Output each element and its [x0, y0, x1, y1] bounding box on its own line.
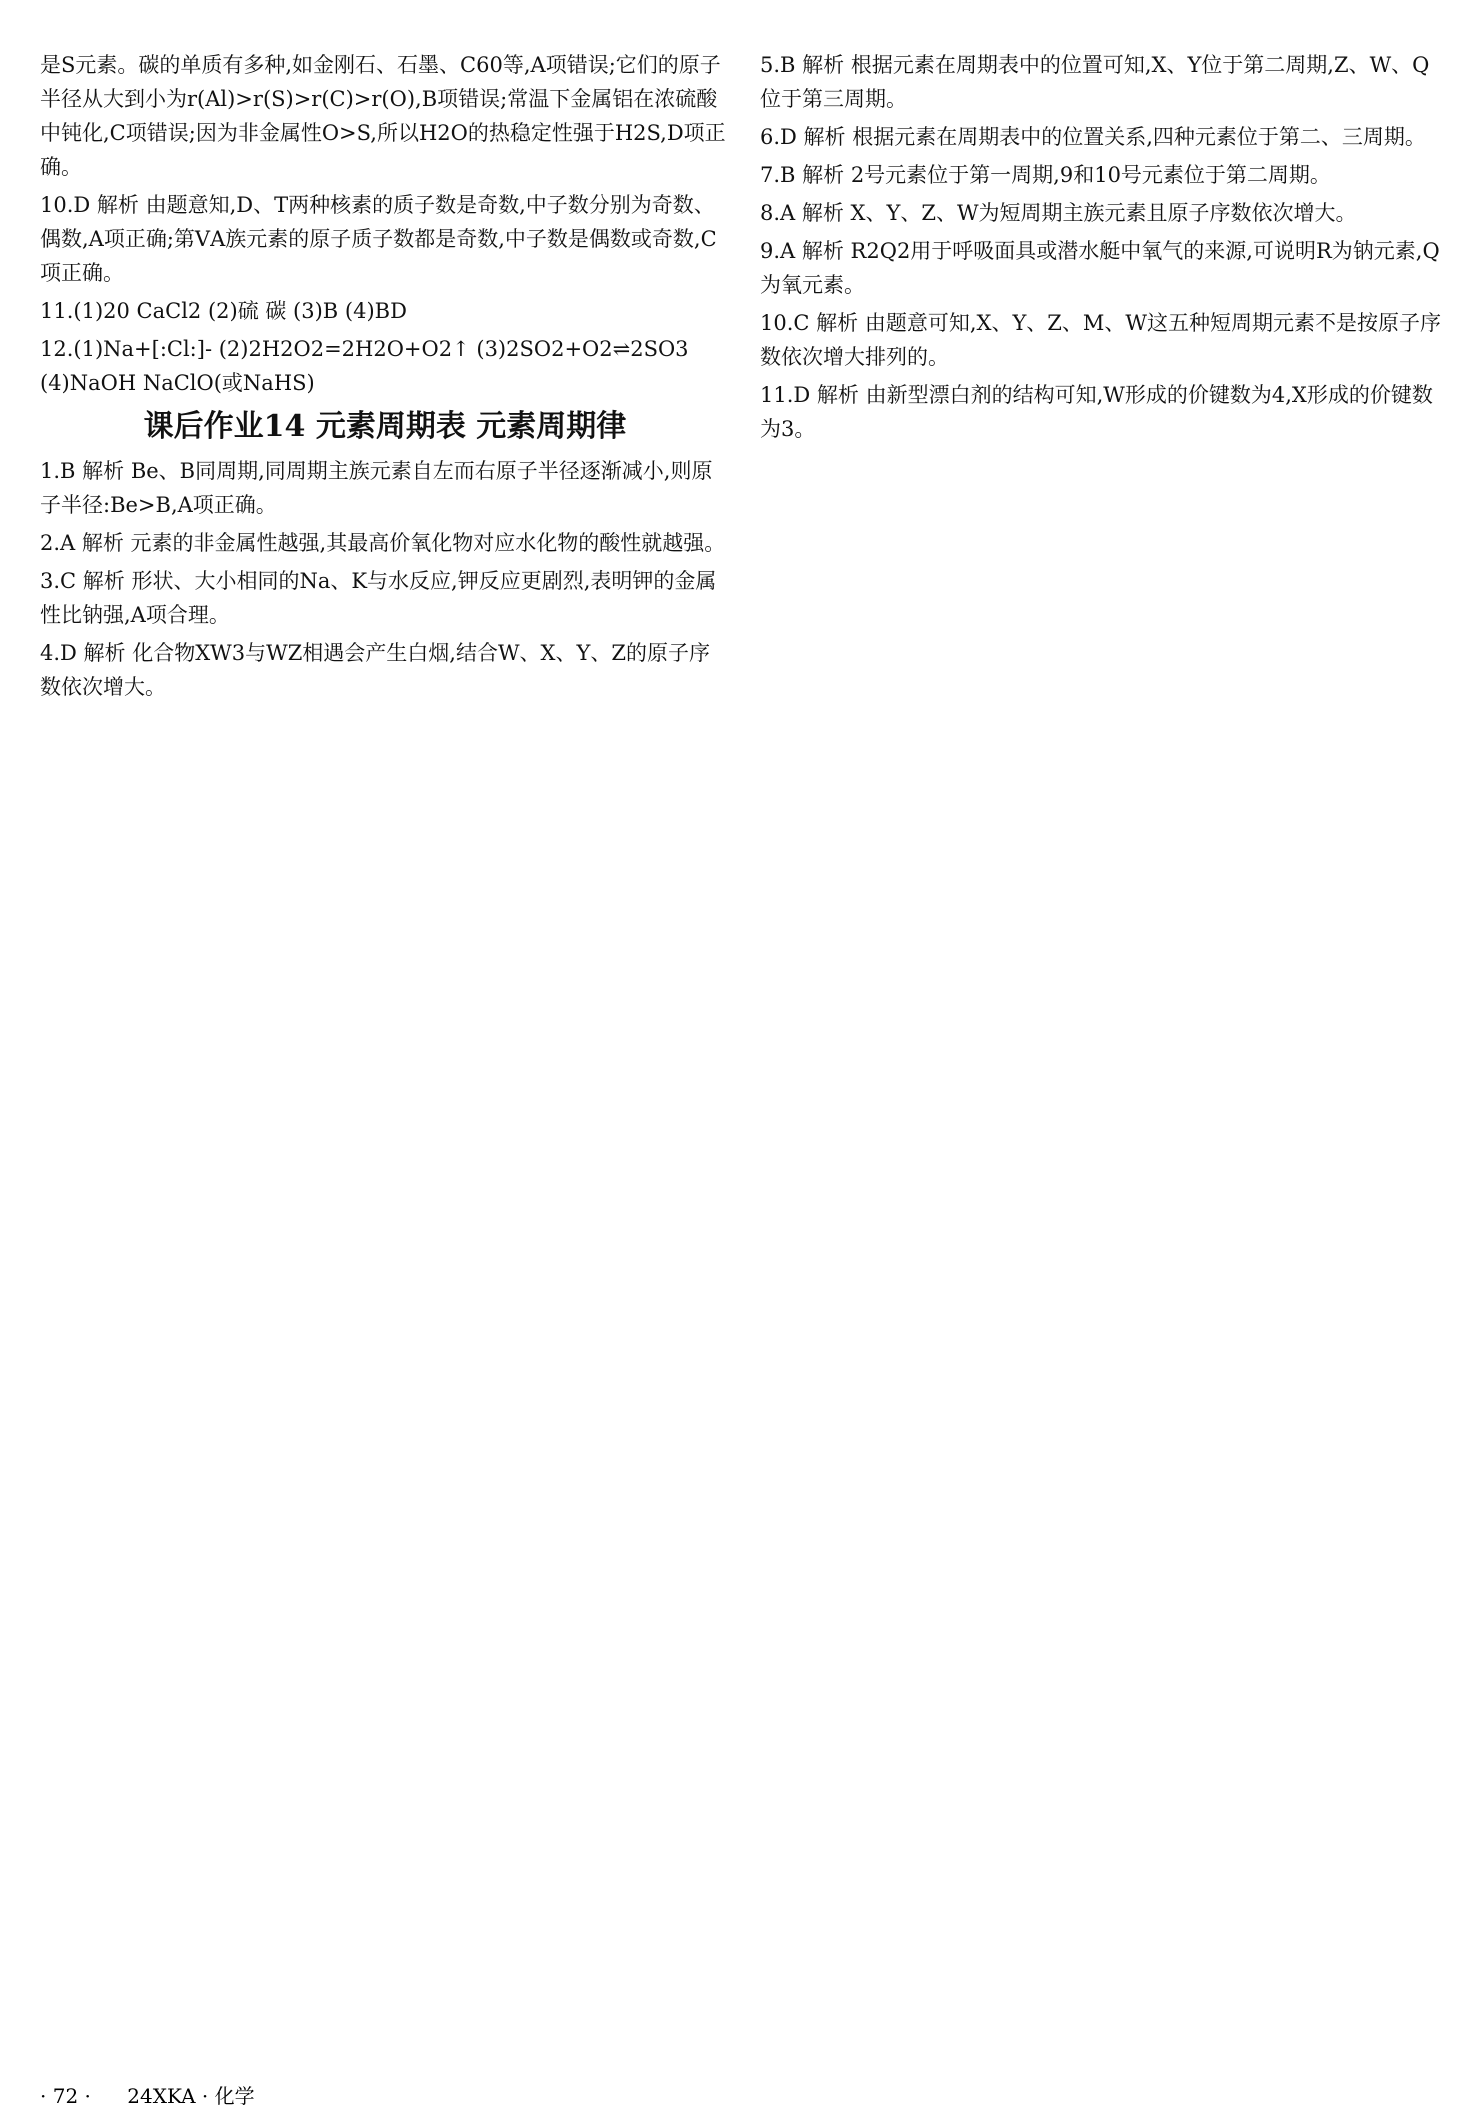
paragraph: 5.B 解析 根据元素在周期表中的位置可知,X、Y位于第二周期,Z、W、Q位于第三周期。 — [760, 53, 1430, 111]
section-title: 课后作业14 元素周期表 元素周期律 — [143, 409, 627, 444]
footer — [40, 2080, 255, 2109]
paragraph: 6.D 解析 根据元素在周期表中的位置关系,四种元素位于第二、三周期。 — [760, 125, 1426, 149]
paragraph: 11.D 解析 由新型漂白剂的结构可知,W形成的价键数为4,X形成的价键数为3。 — [760, 383, 1433, 441]
right-column — [760, 48, 1450, 450]
paragraph: 12.(1)Na+[:Cl:]- (2)2H2O2=2H2O+O2↑ (3)2SO2+O2⇌2SO3 (4)NaOH NaClO(或NaHS) — [40, 337, 689, 395]
paragraph: 4.D 解析 化合物XW3与WZ相遇会产生白烟,结合W、X、Y、Z的原子序数依次增大。 — [40, 641, 710, 699]
paragraph: 3.C 解析 形状、大小相同的Na、K与水反应,钾反应更剧烈,表明钾的金属性比钠强,A项合理。 — [40, 569, 717, 627]
paragraph: 10.D 解析 由题意知,D、T两种核素的质子数是奇数,中子数分别为奇数、偶数,A项正确;第ⅤA族元素的原子质子数都是奇数,中子数是偶数或奇数,C项正确。 — [40, 193, 717, 285]
paragraph: 9.A 解析 R2Q2用于呼吸面具或潜水艇中氧气的来源,可说明R为钠元素,Q为氧元素。 — [760, 239, 1440, 297]
paragraph: 8.A 解析 X、Y、Z、W为短周期主族元素且原子序数依次增大。 — [760, 201, 1357, 225]
footer-code: 24XKA · 化学 — [127, 2084, 255, 2108]
paragraph: 7.B 解析 2号元素位于第一周期,9和10号元素位于第二周期。 — [760, 163, 1331, 187]
paragraph: 是S元素。碳的单质有多种,如金刚石、石墨、C60等,A项错误;它们的原子半径从大到小为r(Al)>r(S)>r(C)>r(O),B项错误;常温下金属铝在浓硫酸中钝化,C项错误;因为非金属性O>S,所以H2O的热稳定性强于H2S,D项正确。 — [40, 53, 726, 179]
left-column — [40, 48, 730, 708]
page-number: · 72 · — [40, 2084, 91, 2108]
paragraph: 1.B 解析 Be、B同周期,同周期主族元素自左而右原子半径逐渐减小,则原子半径:Be>B,A项正确。 — [40, 459, 713, 517]
paragraph: 10.C 解析 由题意可知,X、Y、Z、M、W这五种短周期元素不是按原子序数依次增大排列的。 — [760, 311, 1441, 369]
paragraph: 11.(1)20 CaCl2 (2)硫 碳 (3)B (4)BD — [40, 299, 407, 323]
paragraph: 2.A 解析 元素的非金属性越强,其最高价氧化物对应水化物的酸性就越强。 — [40, 531, 726, 555]
